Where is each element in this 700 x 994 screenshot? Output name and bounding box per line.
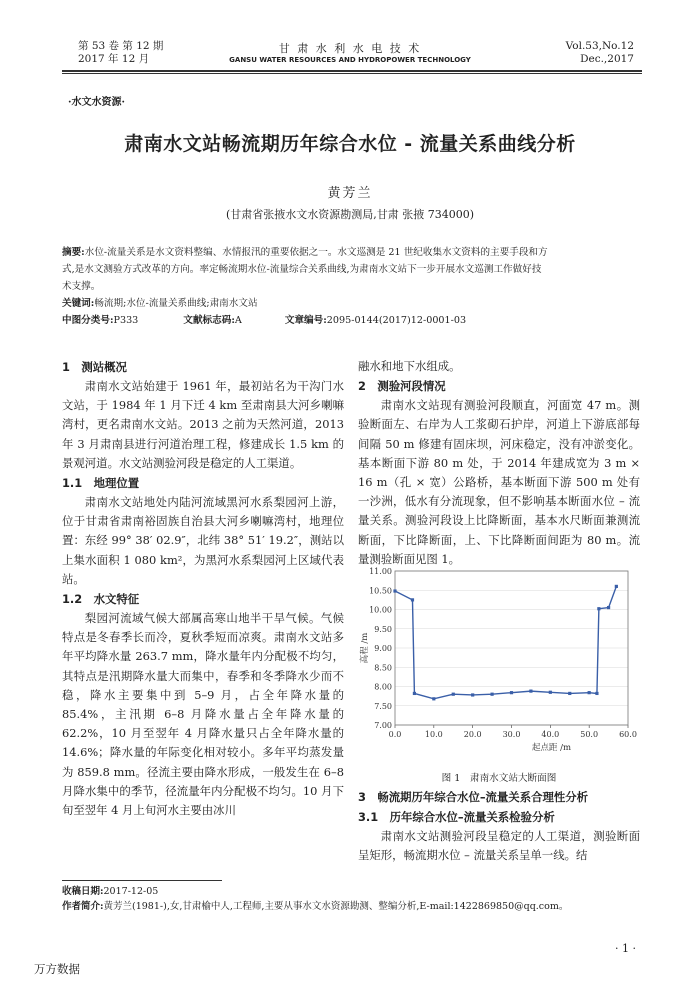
data-point [607, 606, 610, 609]
paragraph: 肃南水文站测验河段呈稳定的人工渠道，测验断面呈矩形，畅流期水位 – 流量关系呈单一线。结 [358, 829, 640, 863]
data-point [393, 589, 396, 592]
data-point [413, 692, 416, 695]
x-tick-label: 60.0 [619, 730, 637, 739]
keywords: 畅流期;水位-流量关系曲线;肃南水文站 [94, 298, 258, 309]
y-tick-label: 11.00 [369, 567, 392, 576]
data-point [597, 607, 600, 610]
y-tick-label: 10.50 [369, 586, 392, 596]
x-tick-label: 40.0 [541, 730, 560, 739]
y-tick-label: 10.00 [369, 605, 392, 615]
section-heading-1-2: 1.2 水文特征 [62, 592, 140, 607]
page-number: · 1 · [615, 942, 636, 955]
y-tick-label: 9.00 [374, 644, 392, 653]
y-tick-label: 7.00 [374, 721, 392, 730]
x-tick-label: 30.0 [502, 730, 521, 739]
watermark: 万方数据 [34, 962, 80, 976]
y-tick-label: 8.00 [374, 682, 392, 692]
footnotes: 收稿日期:2017-12-05 作者简介:黄芳兰(1981-),女,甘肃榆中人,工程师,主要从事水文水资源勘测、整编分析,E-mail:1422869850@qq.com。 [62, 886, 569, 912]
data-point [510, 691, 513, 694]
x-tick-label: 0.0 [388, 730, 402, 739]
cross-section-chart [358, 565, 640, 765]
keywords-label: 关键词: [62, 298, 95, 309]
data-point [568, 692, 571, 695]
y-tick-label: 8.50 [374, 663, 392, 673]
data-point [595, 692, 598, 695]
paragraph: 肃南水文站始建于 1961 年，最初站名为干沟门水文站，于 1984 年 1 月下迁 4 km 至肃南县大河乡喇嘛湾村，更名肃南水文站。2013 之前为天然河道，2013 年 3 月肃南县进行河道治理工程，修建成长 1.5 km 的景观河道。水文站测验河段是稳定的人工渠道。 [62, 379, 344, 470]
data-point [588, 691, 591, 694]
data-point [432, 697, 435, 700]
section-heading-3: 3 畅流期历年综合水位–流量关系合理性分析 [358, 790, 589, 804]
cross-section-line [395, 586, 616, 698]
x-tick-label: 50.0 [580, 730, 599, 739]
journal-issue: Vol.53,No.12 Dec.,2017 [565, 40, 634, 65]
paragraph: 梨园河流域气候大部属高寒山地半干旱气候。气候特点是冬春季长而冷，夏秋季短而凉爽。肃南水文站多年平均降水量 263.7 mm，降水量年内分配极不均匀，其特点是汛期降水量大而集中，春季和冬季降水少而不稳，降水主要集中到 5–9 月，占全年降水量的 85.4%，主汛期 6–8 月降水量占全年降水量的 62.2%，10 月至翌年 4 月降水量只占全年降水量的 14.6%；降水量的年际变化相对较小。多年平均蒸发量为 859.8 mm。径流主要由降水形成，一般发生在 6–8 月降水集中的季节，径流量年内分配极不均匀。10 月下旬至翌年 4 月上旬河水主要由冰川 [62, 611, 344, 818]
header-rule-thin [62, 73, 642, 74]
y-tick-label: 9.50 [374, 624, 392, 634]
x-axis-label: 起点距 /m [531, 743, 572, 753]
data-point [529, 690, 532, 693]
section-tag: ·水文水资源· [68, 97, 125, 108]
x-tick-label: 20.0 [463, 730, 482, 739]
data-point [615, 585, 618, 588]
paragraph: 肃南水文站地处内陆河流域黑河水系梨园河上游，位于甘肃省肃南裕固族自治县大河乡喇嘛湾村，地理位置：东经 99° 38′ 02.9″，北纬 38° 51′ 19.2″，测站以上集水面积 1 080 km²，为黑河水系梨园河上区域代表站。 [62, 495, 344, 586]
right-column-top [358, 357, 640, 569]
journal-name: 甘 肃 水 利 水 电 技 术 GANSU WATER RESOURCES AND HYDROPOWER TECHNOLOGY [229, 42, 471, 64]
data-point [490, 693, 493, 696]
header-rule [62, 70, 642, 72]
journal-volume: 第 53 卷 第 12 期 2017 年 12 月 [78, 40, 164, 65]
paragraph: 融水和地下水组成。 [358, 359, 461, 373]
footnote-rule [62, 880, 222, 881]
right-column-bottom [358, 787, 640, 865]
section-heading-3-1: 3.1 历年综合水位–流量关系检验分析 [358, 810, 555, 824]
section-heading-1: 1 测站概况 [62, 360, 127, 374]
data-point [452, 693, 455, 696]
y-tick-label: 7.50 [374, 701, 392, 711]
section-heading-2: 2 测验河段情况 [358, 379, 446, 394]
x-tick-label: 10.0 [424, 730, 443, 739]
author-name: 黄芳兰 [327, 186, 373, 201]
y-axis-label: 高程 /m [360, 632, 370, 664]
classification-line: 中图分类号:P333 文献标志码:A 文章编号:2095-0144(2017)12-0001-03 [62, 315, 467, 326]
figure-caption: 图 1 肃南水文站大断面图 [441, 773, 557, 784]
data-point [471, 693, 474, 696]
paragraph: 肃南水文站现有测验河段顺直，河面宽 47 m。测验断面左、右岸为人工浆砌石护岸，河道上下游底部每间隔 50 m 修建有固床坝，河床稳定，没有冲淤变化。基本断面下游 80 m 处，于 2014 年建成宽为 3 m × 16 m（孔 × 宽）公路桥，基本断面下游 500 m 处有一沙洲，低水有分流现象，但不影响基本断面水位 – 流量关系。测验河段设上比降断面，基本水尺断面兼测流断面，下比降断面，上、下比降断面间距为 80 m。流量测验断面见图 1。 [358, 398, 640, 566]
section-heading-1-1: 1.1 地理位置 [62, 476, 140, 491]
data-point [411, 598, 414, 601]
article-title: 肃南水文站畅流期历年综合水位 - 流量关系曲线分析 [124, 133, 576, 155]
affiliation: (甘肃省张掖水文水资源勘测局,甘肃 张掖 734000) [225, 208, 475, 221]
left-column [62, 357, 344, 820]
data-point [549, 691, 552, 694]
abstract: 摘要:水位-流量关系是水文资料整编、水情报汛的重要依据之一。水文巡测是 21 世纪收集水文资料的主要手段和方 式,是水文测验方式改革的方向。率定畅流期水位-流量综合关系曲线,为肃南水文站下一步开展水文巡测工作做好技 术支撑。 关键词:畅流期;水位-流量关系曲线;肃南水文站 中图分类号:P333 文献标志码:A 文章编号:2095-0144(2017)12-0001-03 [62, 244, 647, 329]
